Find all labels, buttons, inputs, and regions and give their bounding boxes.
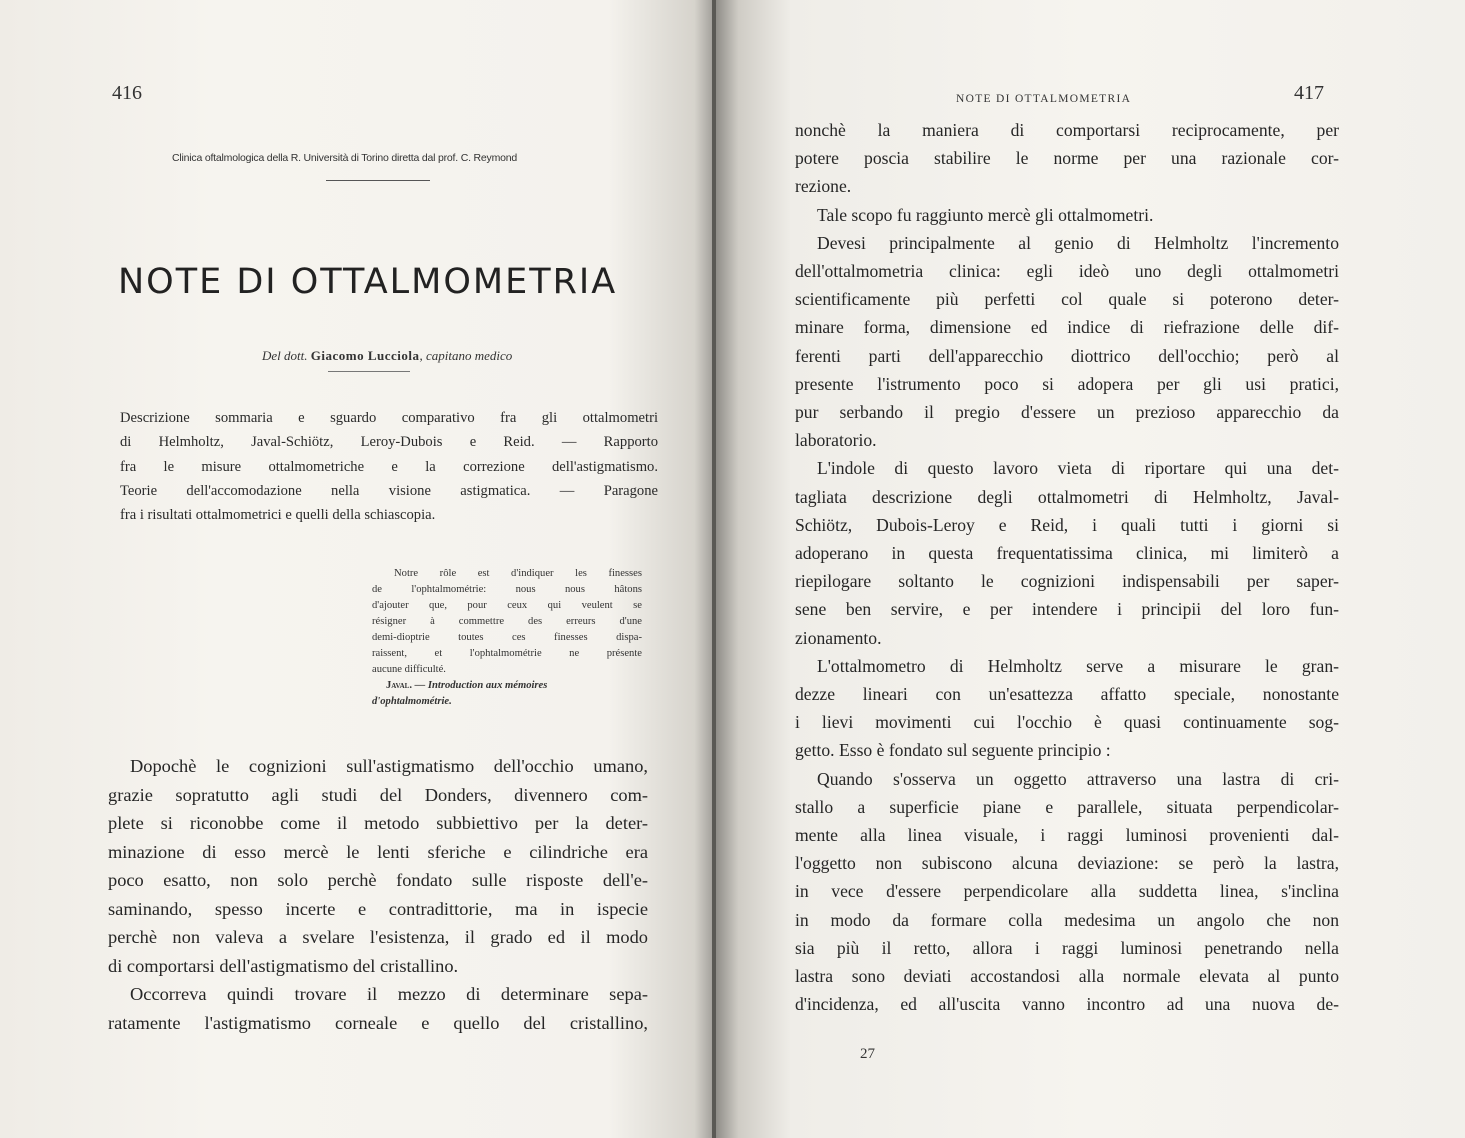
body-paragraph (795, 652, 1339, 765)
epigraph (372, 566, 642, 710)
body-paragraph (795, 201, 1339, 229)
epigraph-source-2: d'ophtalmométrie. (372, 696, 452, 707)
text-line: grazie sopratutto agli studi del Donders, divennero com- (108, 784, 648, 805)
epigraph-author: Javal. (386, 680, 412, 691)
text-line: fra le misure ottalmometriche e la correzione dell'astigmatismo. (120, 458, 658, 475)
text-line: de l'ophtalmométrie: nous nous hâtons (372, 584, 642, 595)
text-line: di comportarsi dell'astigmatismo del cristallino. (108, 955, 459, 976)
byline-prefix: Del dott. (262, 348, 308, 363)
text-line: nonchè la maniera di comportarsi reciprocamente, per (795, 120, 1339, 140)
text-line: d'ajouter que, pour ceux qui veulent se (372, 600, 642, 611)
text-line: Tale scopo fu raggiunto mercè gli ottalmometri. (817, 204, 1154, 225)
epigraph-source-1: — Introduction aux mémoires (414, 680, 548, 691)
text-line: sene ben servire, e per intendere i principii del loro fun- (795, 599, 1339, 620)
text-line: stallo a superficie piane e parallele, situata perpendicolar- (795, 796, 1339, 817)
body-paragraph (795, 116, 1339, 201)
text-line: raissent, et l'ophtalmométrie ne présente (372, 648, 642, 659)
text-line: Quando s'osserva un oggetto attraverso una lastra di cri- (817, 768, 1339, 789)
byline-rule (328, 371, 410, 372)
text-line: in modo da formare colla medesima un angolo che non (795, 909, 1339, 930)
text-line: dezze lineari con un'esattezza affatto speciale, nonostante (795, 684, 1339, 705)
text-line: plete si riconobbe come il metodo subbiettivo per la deter- (108, 813, 648, 833)
text-line: Teorie dell'accomodazione nella visione astigmatica. — Paragone (120, 482, 658, 499)
text-line: minazione di esso mercè le lenti sferiche e cilindriche era (108, 841, 648, 862)
right-body-text (795, 116, 1339, 1019)
text-line: di Helmholtz, Javal-Schiötz, Leroy-Dubois e Reid. — Rapporto (120, 434, 658, 451)
text-line: poco esatto, non solo perchè fondato sulle risposte dell'e- (108, 870, 648, 890)
left-body-text (108, 752, 648, 1037)
text-line: L'ottalmometro di Helmholtz serve a misurare le gran- (817, 655, 1339, 676)
text-line: riepilogare soltanto le cognizioni indispensabili per saper- (795, 571, 1339, 592)
text-line: saminando, spesso incerte e contradittorie, ma in ispecie (108, 898, 648, 919)
text-line: ratamente l'astigmatismo corneale e quello del cristallino, (108, 1012, 648, 1033)
left-page (0, 0, 716, 1138)
text-line: sia più il retto, allora i raggi luminosi penetrando nella (795, 937, 1339, 958)
epigraph-attribution (372, 678, 642, 694)
page-number-right: 417 (1294, 82, 1324, 104)
text-line: Occorreva quindi trovare il mezzo di determinare sepa- (130, 984, 648, 1004)
text-line: mente alla linea visuale, i raggi luminosi provenienti dal- (795, 825, 1339, 846)
text-line: résigner à commettre des erreurs d'une (372, 616, 642, 627)
text-line: ferenti parti dell'apparecchio diottrico dell'occhio; però al (795, 345, 1339, 366)
text-line: laboratorio. (795, 430, 877, 451)
text-line: L'indole di questo lavoro vieta di riportare qui una det- (817, 458, 1339, 479)
text-line: l'oggetto non subiscono alcuna deviazione: se però la lastra, (795, 853, 1339, 874)
text-line: tagliata descrizione degli ottalmometri di Helmholtz, Javal- (795, 486, 1339, 507)
epigraph-text (372, 566, 642, 678)
running-head: NOTE DI OTTALMOMETRIA (956, 93, 1132, 105)
text-line: Dopochè le cognizioni sull'astigmatismo dell'occhio umano, (130, 756, 648, 776)
text-line: minare forma, dimensione ed indice di riefrazione delle dif- (795, 317, 1339, 338)
text-line: aucune difficulté. (372, 664, 446, 675)
text-line: perchè non valeva a svelare l'esistenza, il grado ed il modo (108, 927, 648, 947)
text-line: scientificamente più perfetti col quale si poterono deter- (795, 289, 1339, 310)
text-line: Notre rôle est d'indiquer les finesses (394, 568, 642, 579)
body-paragraph (795, 454, 1339, 651)
page-number-left: 416 (112, 82, 142, 104)
right-page (716, 0, 1465, 1138)
text-line: demi-dioptrie toutes ces finesses dispa- (372, 632, 642, 643)
byline (262, 348, 512, 364)
text-line: getto. Esso è fondato sul seguente principio : (795, 740, 1111, 761)
text-line: lastra sono deviati accostandosi alla normale elevata al punto (795, 966, 1339, 987)
byline-suffix: , capitano medico (419, 348, 513, 363)
text-line: d'incidenza, ed all'uscita vanno incontro ad una nuova de- (795, 994, 1339, 1015)
summary-paragraph (120, 406, 658, 527)
text-line: in vece d'essere perpendicolare alla suddetta linea, s'inclina (795, 881, 1339, 902)
text-line: Devesi principalmente al genio di Helmholtz l'incremento (817, 232, 1339, 253)
text-line: Descrizione sommaria e sguardo comparativo fra gli ottalmometri (120, 410, 658, 426)
institution-line: Clinica oftalmologica della R. Università di Torino diretta dal prof. C. Reymond (172, 152, 518, 164)
body-paragraph (795, 229, 1339, 455)
text-line: dell'ottalmometria clinica: egli ideò uno degli ottalmometri (795, 261, 1339, 282)
text-line: i lievi movimenti cui l'occhio è quasi continuamente sog- (795, 712, 1339, 733)
body-paragraph (795, 765, 1339, 1019)
text-line: Schiötz, Dubois-Leroy e Reid, i quali tutti i giorni si (795, 514, 1339, 535)
signature-mark: 27 (860, 1046, 875, 1062)
text-line: fra i risultati ottalmometrici e quelli della schiascopia. (120, 507, 436, 524)
article-summary (120, 406, 658, 527)
body-paragraph (108, 980, 648, 1037)
header-rule (326, 180, 430, 181)
text-line: adoperano in questa frequentatissima clinica, mi limiterò a (795, 543, 1339, 564)
text-line: zionamento. (795, 627, 882, 648)
text-line: pur serbando il pregio d'essere un prezioso apparecchio da (795, 402, 1339, 423)
text-line: potere poscia stabilire le norme per una razionale cor- (795, 148, 1339, 169)
byline-author: Giacomo Lucciola (310, 348, 420, 363)
article-title: NOTE DI OTTALMOMETRIA (118, 262, 618, 302)
text-line: presente l'istrumento poco si adopera per gli usi pratici, (795, 373, 1339, 394)
body-paragraph (108, 752, 648, 980)
text-line: rezione. (795, 176, 852, 197)
epigraph-paragraph (372, 566, 642, 678)
